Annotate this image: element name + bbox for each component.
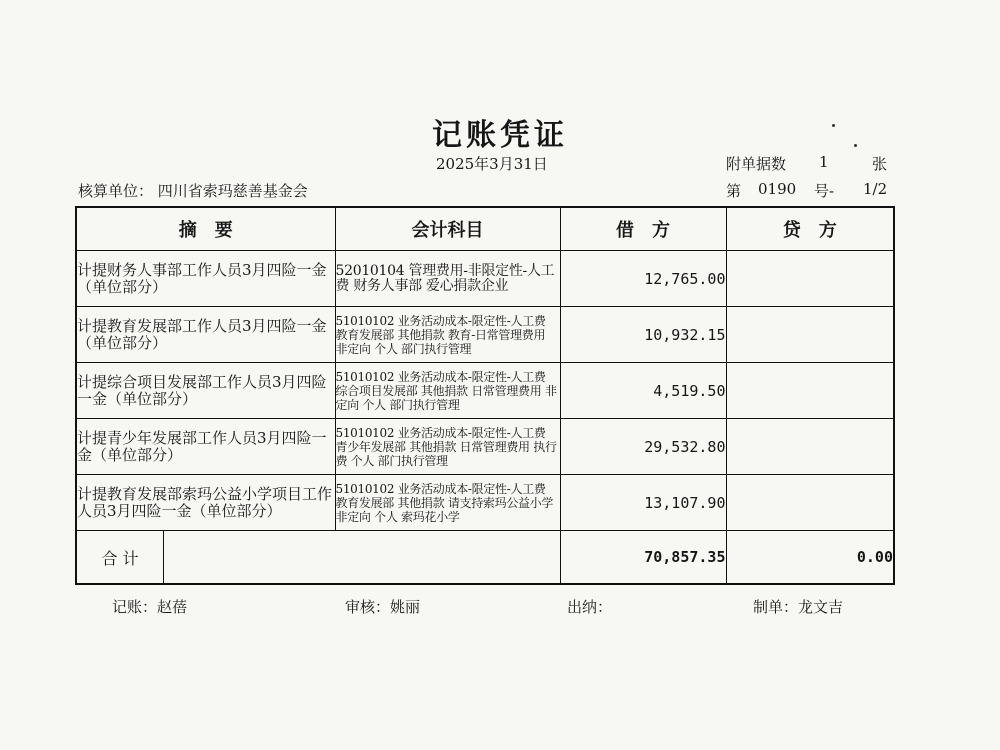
row-debit: 4,519.50 bbox=[560, 363, 726, 419]
row-debit: 10,932.15 bbox=[560, 307, 726, 363]
table-row bbox=[76, 307, 894, 363]
attachment-label: 附单据数 bbox=[726, 155, 787, 173]
bookkeeper-signature: 记账：赵蓓 bbox=[112, 598, 188, 616]
row-credit bbox=[726, 475, 894, 531]
row-debit: 13,107.90 bbox=[560, 475, 726, 531]
row-account: 51010102 业务活动成本-限定性-人工费 教育发展部 其他捐款 教育-日常管理费用 非定向 个人 部门执行管理 bbox=[335, 307, 560, 363]
row-credit bbox=[726, 307, 894, 363]
row-summary: 计提教育发展部工作人员3月四险一金（单位部分） bbox=[76, 307, 335, 363]
row-credit bbox=[726, 251, 894, 307]
header-summary: 摘 要 bbox=[76, 207, 335, 251]
table-row bbox=[76, 251, 894, 307]
total-credit: 0.00 bbox=[726, 531, 894, 585]
total-label: 合 计 bbox=[77, 531, 164, 583]
header-credit: 贷 方 bbox=[726, 207, 894, 251]
total-debit: 70,857.35 bbox=[560, 531, 726, 585]
reviewer-signature: 审核：姚丽 bbox=[345, 598, 421, 616]
row-summary: 计提综合项目发展部工作人员3月四险一金（单位部分） bbox=[76, 363, 335, 419]
total-blank bbox=[164, 531, 560, 583]
row-credit bbox=[726, 363, 894, 419]
row-account: 51010102 业务活动成本-限定性-人工费 综合项目发展部 其他捐款 日常管理费用 非定向 个人 部门执行管理 bbox=[335, 363, 560, 419]
total-row bbox=[76, 531, 894, 585]
header-row bbox=[76, 207, 894, 251]
preparer-signature: 制单：龙文吉 bbox=[753, 598, 844, 616]
row-summary: 计提教育发展部索玛公益小学项目工作人员3月四险一金（单位部分） bbox=[76, 475, 335, 531]
attachment-unit: 张 bbox=[872, 155, 888, 173]
accounting-unit bbox=[78, 180, 308, 201]
header-debit: 借 方 bbox=[560, 207, 726, 251]
unit-name: 四川省索玛慈善基金会 bbox=[157, 182, 308, 200]
voucher-page: 1/2 bbox=[863, 180, 888, 198]
scan-speck bbox=[832, 124, 835, 127]
row-account: 52010104 管理费用-非限定性-人工费 财务人事部 爱心捐款企业 bbox=[335, 251, 560, 307]
table-row bbox=[76, 419, 894, 475]
attachment-number: 1 bbox=[819, 153, 829, 171]
cashier-signature: 出纳： bbox=[567, 598, 613, 616]
row-debit: 12,765.00 bbox=[560, 251, 726, 307]
row-account: 51010102 业务活动成本-限定性-人工费 教育发展部 其他捐款 请支持索玛公益小学 非定向 个人 索玛花小学 bbox=[335, 475, 560, 531]
table-row bbox=[76, 475, 894, 531]
total-summary-cell bbox=[76, 531, 560, 585]
row-summary: 计提青少年发展部工作人员3月四险一金（单位部分） bbox=[76, 419, 335, 475]
scan-speck bbox=[854, 144, 857, 147]
row-debit: 29,532.80 bbox=[560, 419, 726, 475]
row-summary: 计提财务人事部工作人员3月四险一金（单位部分） bbox=[76, 251, 335, 307]
row-account: 51010102 业务活动成本-限定性-人工费 青少年发展部 其他捐款 日常管理费用 执行费 个人 部门执行管理 bbox=[335, 419, 560, 475]
voucher-title: 记账凭证 bbox=[432, 118, 568, 153]
voucher-suffix: 号- bbox=[814, 182, 835, 200]
unit-label: 核算单位： bbox=[78, 182, 154, 200]
header-account: 会计科目 bbox=[335, 207, 560, 251]
voucher-table bbox=[75, 206, 895, 585]
table-row bbox=[76, 363, 894, 419]
voucher-date: 2025年3月31日 bbox=[436, 155, 548, 173]
voucher-prefix: 第 bbox=[726, 182, 742, 200]
voucher-no: 0190 bbox=[758, 180, 797, 198]
row-credit bbox=[726, 419, 894, 475]
